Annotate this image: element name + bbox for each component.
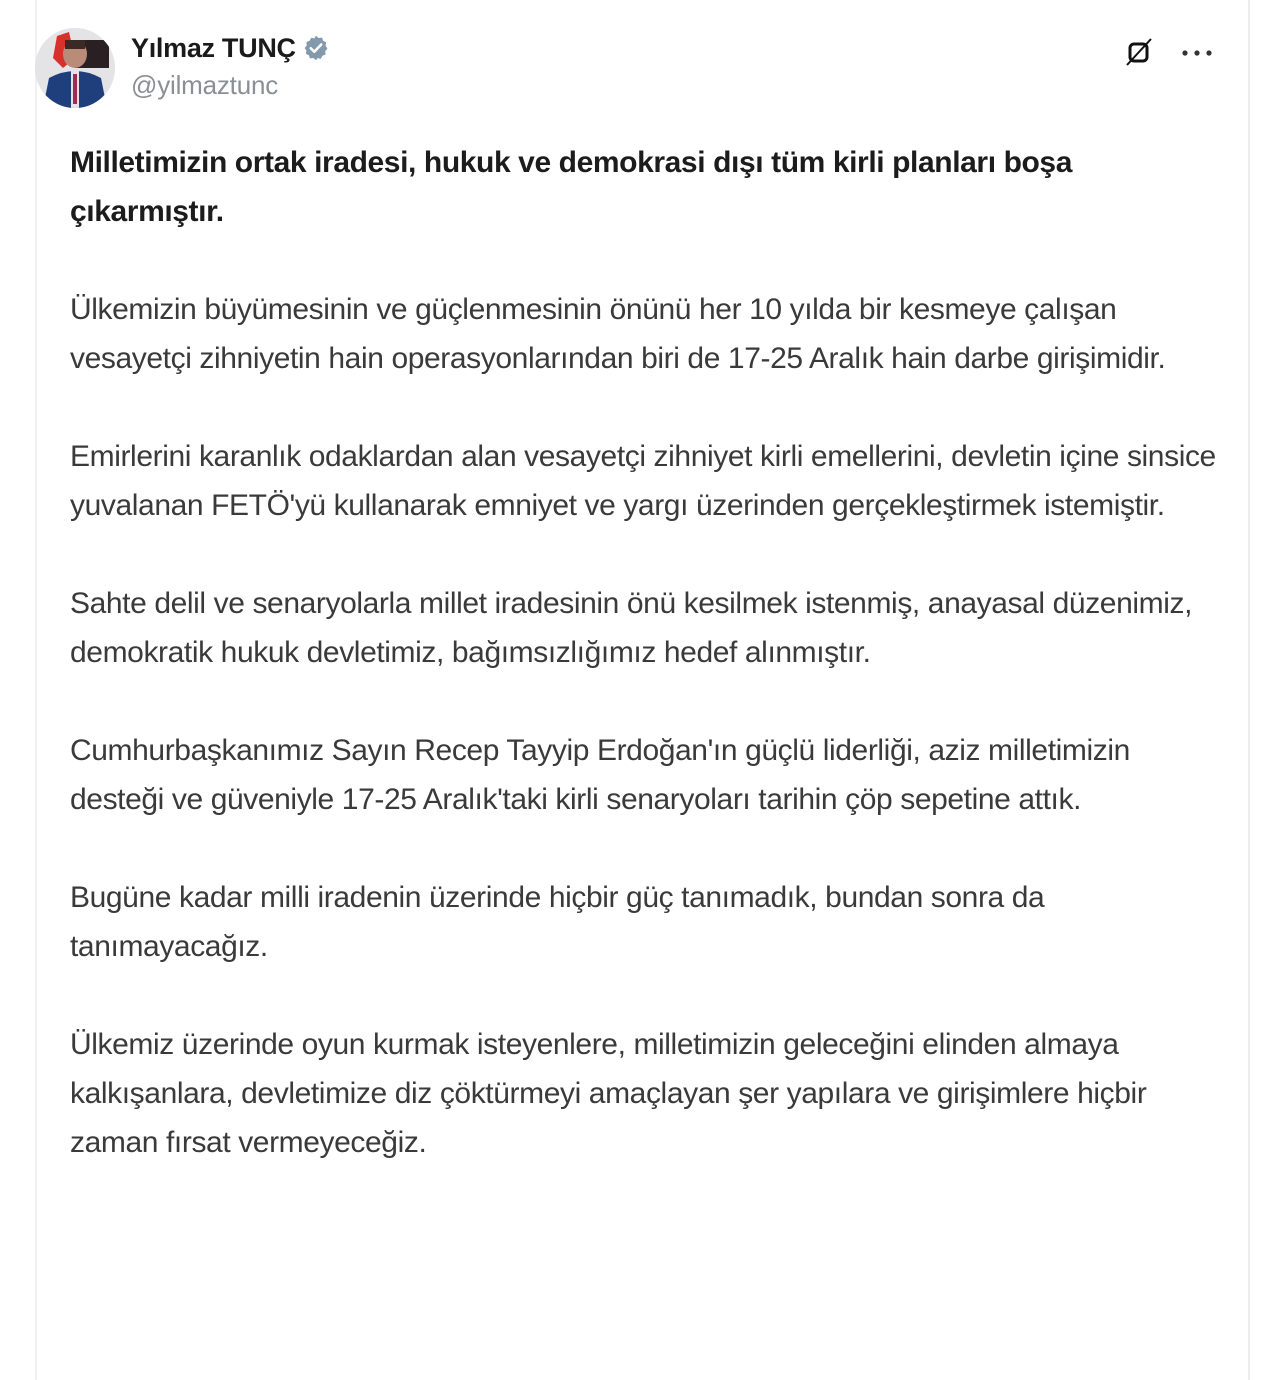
grok-icon (1122, 35, 1156, 74)
more-options-button[interactable] (1179, 36, 1215, 72)
tweet-paragraph: Bugüne kadar milli iradenin üzerinde hiçbir güç tanımadık, bundan sonra da tanımayacağız. (70, 881, 1045, 963)
tweet-paragraph: Sahte delil ve senaryolarla millet iradesinin önü kesilmek istenmiş, anayasal düzenimiz, demokratik hukuk devletimiz, bağımsızlığımız hedef alınmıştır. (70, 587, 1193, 669)
tweet-header (35, 28, 1215, 108)
tweet-paragraph: Ülkemizin büyümesinin ve güçlenmesinin önünü her 10 yılda bir kesmeye çalışan vesayetçi zihniyetin hain operasyonlarından biri de 17-25 Aralık hain darbe girişimidir. (70, 293, 1166, 375)
profile-photo-icon (35, 28, 115, 108)
handle[interactable]: @yilmaztunc (131, 70, 279, 100)
display-name[interactable]: Yılmaz TUNÇ (131, 32, 296, 63)
tweet-paragraph-lead: Milletimizin ortak iradesi, hukuk ve demokrasi dışı tüm kirli planları boşa çıkarmıştır. (70, 146, 1072, 228)
more-options-icon (1180, 45, 1214, 63)
tweet-text (70, 138, 1230, 1216)
tweet-paragraph: Ülkemiz üzerinde oyun kurmak isteyenlere, milletimizin geleceğini elinden almaya kalkışanlara, devletimize diz çöktürmeyi amaçlayan şer yapılara ve girişimlere hiçbir zaman fırsat vermeyeceğiz. (70, 1028, 1147, 1159)
name-row (131, 30, 330, 66)
tweet-paragraph: Cumhurbaşkanımız Sayın Recep Tayyip Erdoğan'ın güçlü liderliği, aziz milletimizin desteği ve güveniyle 17-25 Aralık'taki kirli senaryoları tarihin çöp sepetine attık. (70, 734, 1130, 816)
avatar[interactable] (35, 28, 115, 108)
header-actions (1121, 36, 1215, 72)
verified-badge-icon (302, 34, 330, 62)
grok-button[interactable] (1121, 36, 1157, 72)
author-identity (131, 30, 330, 101)
tweet-paragraph: Emirlerini karanlık odaklardan alan vesayetçi zihniyet kirli emellerini, devletin içine sinsice yuvalanan FETÖ'yü kullanarak emniyet ve yargı üzerinden gerçekleştirmek istemiştir. (70, 440, 1216, 522)
